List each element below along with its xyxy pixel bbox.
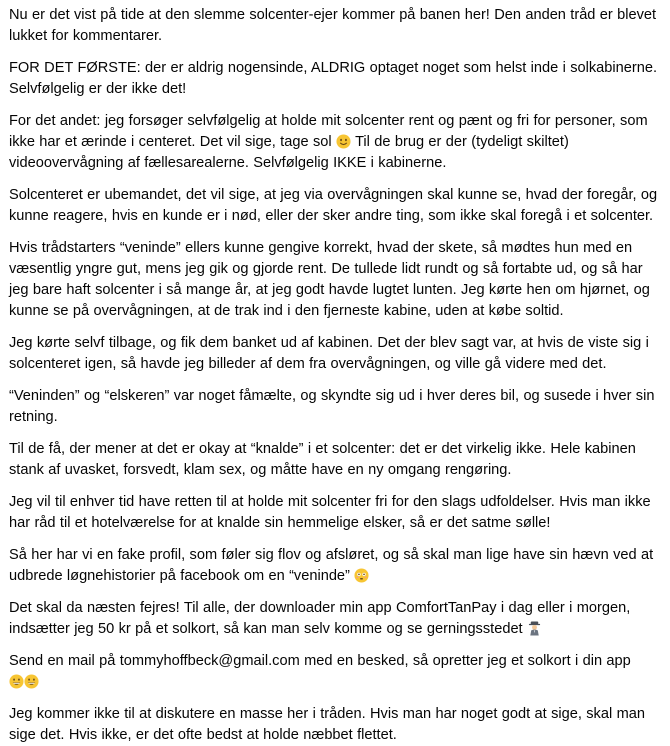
paragraph-12 [9, 651, 662, 693]
paragraph-5: Hvis trådstarters “veninde” ellers kunne gengive korrekt, hvad der skete, så mødtes hun med en væsentlig yngre gut, mens jeg gik og gjorde rent. De tullede lidt rundt og så fortabte ud, og så har jeg bare haft solcenter i så mange år, at jeg godt havde lugtet lunten. Jeg kørte hen om hjørnet, og kunne se på overvågningen, at de trak ind i den fjerneste kabine, uden at købe soltid. [9, 240, 650, 319]
grin-emoji-icon [24, 674, 39, 689]
paragraph-8: Til de få, der mener at det er okay at “knalde” i et solcenter: det er det virkelig ikke. Hele kabinen stank af uvasket, forsvedt, klam sex, og måtte have en ny omgang rengøring. [9, 441, 636, 478]
paragraph-10 [9, 545, 662, 587]
grin-emoji-icon [9, 674, 24, 689]
paragraph-13: Jeg kommer ikke til at diskutere en masse her i tråden. Hvis man har noget godt at sige, skal man sige det. Hvis ikke, er det ofte bedst at holde næbbet flettet. [9, 706, 645, 743]
paragraph-9: Jeg vil til enhver tid have retten til at holde mit solcenter fri for den slags udfoldelser. Hvis man ikke har råd til et hotelværelse for at knalde sin hemmelige elsker, så er det satme sølle! [9, 494, 651, 531]
flushed-emoji-icon [354, 568, 369, 583]
paragraph-3-text-b: Til de brug er der (tydeligt skiltet) videoovervågning af fællesarealerne. Selvfølgelig IKKE i kabinerne. [9, 134, 569, 171]
detective-emoji-icon [527, 621, 542, 636]
paragraph-2: FOR DET FØRSTE: der er aldrig nogensinde, ALDRIG optaget noget som helst inde i solkabinerne. Selvfølgelig er der ikke det! [9, 60, 657, 97]
paragraph-4: Solcenteret er ubemandet, det vil sige, at jeg via overvågningen skal kunne se, hvad der foregår, og kunne reagere, hvis en kunde er i nød, eller der sker andre ting, som ikke skal foregå i et solcenter. [9, 187, 658, 224]
smile-emoji-icon [336, 134, 351, 149]
paragraph-6: Jeg kørte selvf tilbage, og fik dem banket ud af kabinen. Det der blev sagt var, at hvis de viste sig i solcenteret igen, så havde jeg billeder af dem fra overvågningen, og ville gå videre med det. [9, 335, 649, 372]
paragraph-3-text-a: For det andet: jeg forsøger selvfølgelig at holde mit solcenter rent og pænt og fri for personer, som ikke har et ærinde i centeret. Det vil sige, tage sol [9, 113, 648, 150]
paragraph-1: Nu er det vist på tide at den slemme solcenter-ejer kommer på banen her! Den anden tråd er blevet lukket for kommentarer. [9, 7, 657, 44]
paragraph-7: “Veninden” og “elskeren” var noget fåmælte, og skyndte sig ud i hver deres bil, og susede i hver sin retning. [9, 388, 655, 425]
paragraph-12-text: Send en mail på tommyhoffbeck@gmail.com med en besked, så opretter jeg et solkort i din app [9, 653, 631, 669]
paragraph-10-text: Så her har vi en fake profil, som føler sig flov og afsløret, og så skal man lige have sin hævn ved at udbrede løgnehistorier på facebook om en “veninde” [9, 547, 654, 584]
paragraph-11 [9, 598, 662, 640]
paragraph-3 [9, 111, 662, 174]
paragraph-11-text: Det skal da næsten fejres! Til alle, der downloader min app ComfortTanPay i dag eller i morgen, indsætter jeg 50 kr på et solkort, så kan man selv komme og se gerningsstedet [9, 600, 631, 637]
